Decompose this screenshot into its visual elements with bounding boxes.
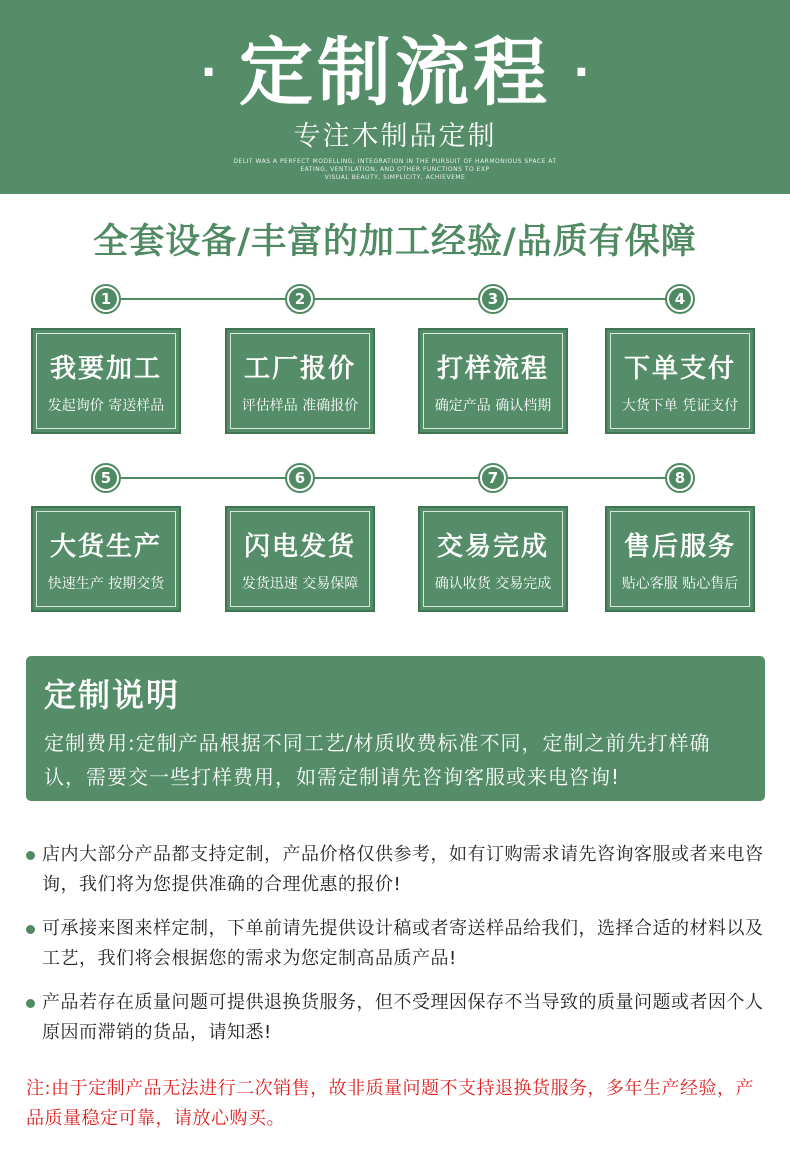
list-item [26,988,766,1048]
step-number-1: 1 [91,284,121,314]
step-number-4: 4 [665,284,695,314]
step-title: 售后服务 [623,531,736,562]
bullet-text: 产品若存在质量问题可提供退换货服务，但不受理因保存不当导致的质量问题或者因个人原因而滞销的货品，请知悉! [42,992,764,1043]
slogan: 全套设备/丰富的加工经验/品质有保障 [93,222,697,262]
title-row [0,28,790,118]
step-desc: 贴心客服 贴心售后 [621,575,739,592]
step-number-6: 6 [285,463,315,493]
step-card-1 [31,328,181,434]
notice-body: 定制费用:定制产品根据不同工艺/材质收费标准不同，定制之前先打样确认，需要交一些打样费用，如需定制请先咨询客服或来电咨询! [44,731,711,789]
notice-title: 定制说明 [44,676,181,714]
step-desc: 确定产品 确认档期 [434,397,552,414]
step-desc: 确认收货 交易完成 [434,575,552,592]
step-card-8 [605,506,755,612]
step-title: 闪电发货 [243,531,356,562]
title-dot-right: · [573,47,590,98]
step-desc: 评估样品 准确报价 [241,397,359,414]
step-title: 大货生产 [49,531,162,562]
step-desc: 发起询价 寄送样品 [47,397,165,414]
footnote-warning: 注:由于定制产品无法进行二次销售，故非质量问题不支持退换货服务，多年生产经验，产品质量稳定可靠，请放心购买。 [26,1078,755,1129]
step-title: 工厂报价 [243,353,356,384]
bullet-dot-icon [26,851,35,860]
bullet-dot-icon [26,999,35,1008]
step-title: 下单支付 [623,353,736,384]
page-subtitle: 专注木制品定制 [293,121,497,152]
customization-notice [26,656,765,801]
bullet-text: 可承接来图来样定制，下单前请先提供设计稿或者寄送样品给我们，选择合适的材料以及工艺，我们将会根据您的需求为您定制高品质产品! [42,918,764,969]
page-title: 定制流程 [239,30,551,116]
header-banner [0,0,790,194]
bullet-dot-icon [26,925,35,934]
step-desc: 发货迅速 交易保障 [241,575,359,592]
step-title: 交易完成 [436,531,549,562]
list-item [26,914,766,974]
title-dot-left: · [200,47,217,98]
english-tagline-line-3: VISUAL BEAUTY, SIMPLICITY, ACHIEVEME [324,174,466,181]
step-number-7: 7 [478,463,508,493]
list-item [26,840,766,900]
step-card-6 [225,506,375,612]
step-connector-row-2 [106,477,680,479]
step-number-3: 3 [478,284,508,314]
english-tagline-line-2: EATING, VENTILATION, AND OTHER FUNCTIONS TO EXP [300,166,490,173]
step-number-2: 2 [285,284,315,314]
english-tagline-line-1: DELIT WAS A PERFECT MODELLING, INTEGRATION IN THE PURSUIT OF HARMONIOUS SPACE AT [233,158,557,165]
step-card-5 [31,506,181,612]
step-desc: 快速生产 按期交货 [47,575,165,592]
step-connector-row-1 [106,298,680,300]
step-number-5: 5 [91,463,121,493]
step-card-4 [605,328,755,434]
bullet-text: 店内大部分产品都支持定制，产品价格仅供参考，如有订购需求请先咨询客服或者来电咨询，我们将为您提供准确的合理优惠的报价! [42,844,764,895]
step-card-7 [418,506,568,612]
step-card-3 [418,328,568,434]
step-title: 打样流程 [436,353,549,384]
step-number-8: 8 [665,463,695,493]
step-desc: 大货下单 凭证支付 [621,397,739,414]
step-title: 我要加工 [49,353,162,384]
step-card-2 [225,328,375,434]
bullet-list [26,840,766,1062]
